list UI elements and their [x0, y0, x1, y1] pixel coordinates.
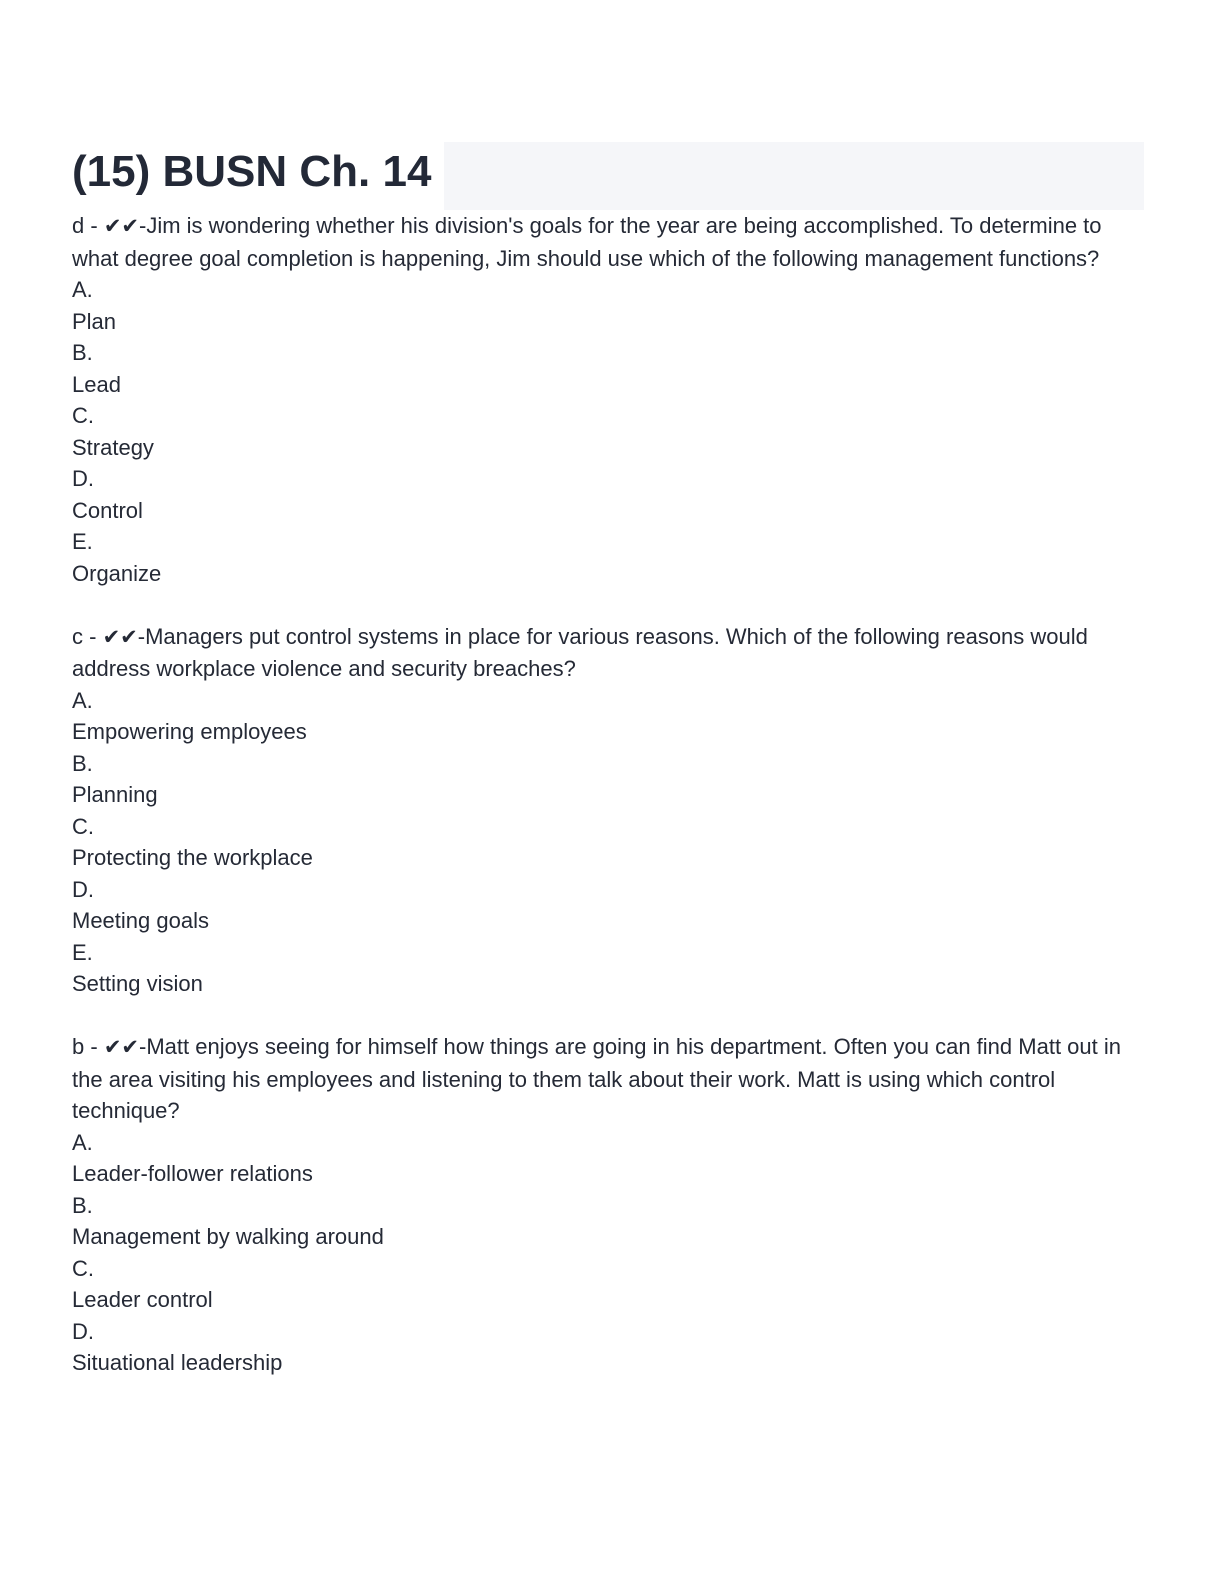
question-2	[72, 621, 1144, 1000]
option-text: Control	[72, 497, 143, 523]
option-letter: E.	[72, 939, 93, 965]
option-letter: D.	[72, 466, 94, 491]
question-text: b - ✔✔-Matt enjoys seeing for himself how things are going in his department. Often you can find Matt out in the area visiting his employees and listening to them talk about their work. Matt is using which control technique?	[72, 1034, 1121, 1123]
option-text: Leader-follower relations	[72, 1161, 313, 1186]
title-bar	[72, 142, 1144, 210]
answer-key: c	[72, 623, 83, 649]
option-letter: C.	[72, 813, 94, 839]
option-text: Setting vision	[72, 971, 203, 996]
option-letter: A.	[72, 1129, 93, 1155]
question-prompt: Matt enjoys seeing for himself how things are going in his department. Often you can find Matt out in the area visiting his employees and listening to them talk about their work. Matt is using which control technique?	[72, 1034, 1121, 1123]
page-title: (15) BUSN Ch. 14	[72, 147, 432, 196]
option-letter: E.	[72, 529, 93, 554]
question-prompt: Jim is wondering whether his division's goals for the year are being accomplished. To determine to what degree goal completion is happening, Jim should use which of the following management functions?	[72, 213, 1102, 271]
option-letter: B.	[72, 750, 93, 776]
option-text: Organize	[72, 560, 162, 586]
check-marks-icon: ✔✔	[103, 214, 140, 238]
check-marks-icon: ✔✔	[103, 1035, 140, 1059]
option-letter: D.	[72, 876, 94, 902]
option-letter: B.	[72, 1192, 93, 1218]
option-text: Planning	[72, 782, 158, 807]
option-text: Strategy	[72, 434, 154, 460]
question-3	[72, 1031, 1144, 1379]
answer-key: d	[72, 213, 85, 238]
option-text: Management by walking around	[72, 1224, 384, 1249]
question-prompt: Managers put control systems in place for various reasons. Which of the following reasons would address workplace violence and security breaches?	[72, 623, 1088, 681]
option-text: Situational leadership	[72, 1350, 283, 1375]
option-text: Meeting goals	[72, 908, 209, 933]
question-text: d - ✔✔-Jim is wondering whether his division's goals for the year are being accomplished. To determine to what degree goal completion is happening, Jim should use which of the following management functions?	[72, 213, 1102, 271]
option-text: Lead	[72, 371, 121, 397]
answer-key: b	[72, 1034, 85, 1059]
option-letter: D.	[72, 1318, 94, 1344]
check-marks-icon: ✔✔	[102, 624, 138, 649]
option-text: Plan	[72, 308, 117, 334]
question-1	[72, 210, 1144, 589]
document-page	[72, 142, 1144, 1379]
question-text: c - ✔✔-Managers put control systems in place for various reasons. Which of the following reasons would address workplace violence and security breaches?	[72, 623, 1088, 681]
option-letter: A.	[72, 277, 93, 302]
option-letter: A.	[72, 687, 93, 713]
option-text: Leader control	[72, 1287, 213, 1312]
option-letter: C.	[72, 1255, 94, 1281]
option-text: Protecting the workplace	[72, 845, 313, 870]
option-letter: B.	[72, 340, 93, 365]
option-letter: C.	[72, 403, 94, 428]
option-text: Empowering employees	[72, 719, 307, 744]
